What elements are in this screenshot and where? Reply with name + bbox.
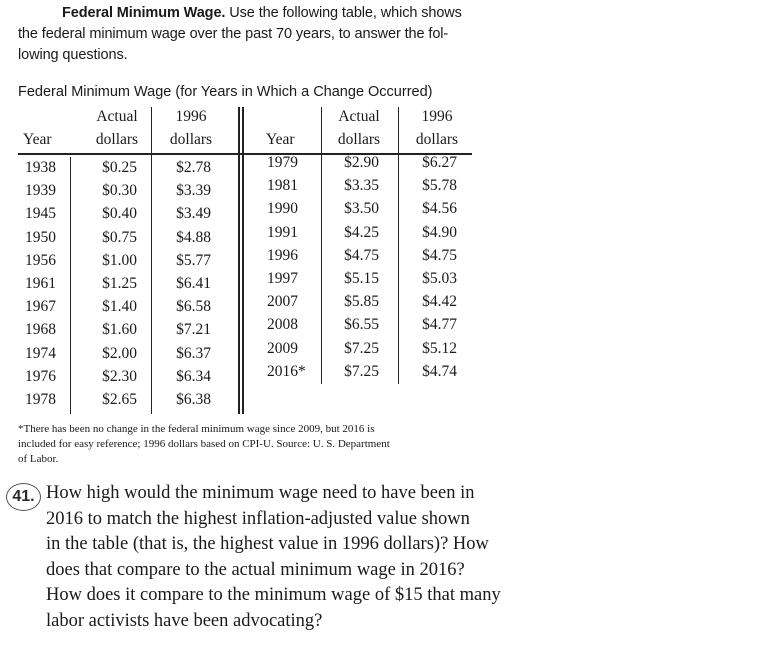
header-actual-bottom-left: dollars [95, 131, 139, 148]
header-actual-top-left: Actual [96, 108, 138, 125]
row-year: 1968 [25, 321, 56, 338]
row-year: 1978 [25, 391, 56, 408]
footnote-line-2: included for easy reference; 1996 dollars based on CPI-U. Source: U. S. Department [18, 438, 390, 450]
row-actual: $4.25 [344, 224, 379, 241]
row-year: 2016* [267, 363, 306, 380]
row-adj: $7.21 [176, 321, 211, 338]
row-year: 1938 [25, 159, 56, 176]
question-line-5: How does it compare to the minimum wage of $15 that many [46, 585, 501, 605]
row-year: 1979 [267, 154, 298, 171]
row-adj: $5.78 [422, 177, 457, 194]
row-actual: $1.00 [102, 252, 137, 269]
divider-left-year [70, 157, 71, 414]
intro-line-1-text: Use the following table, which shows [229, 5, 462, 21]
question-text [46, 481, 586, 634]
question-number: 41. [6, 483, 41, 511]
footnote [18, 422, 463, 467]
row-adj: $4.77 [422, 316, 457, 333]
row-actual: $7.25 [344, 340, 379, 357]
row-actual: $1.40 [102, 298, 137, 315]
row-year: 2007 [267, 293, 298, 310]
question-line-4: does that compare to the actual minimum wage in 2016? [46, 559, 465, 580]
row-adj: $3.49 [176, 205, 211, 222]
row-adj: $4.90 [422, 224, 457, 241]
row-actual: $0.30 [102, 182, 137, 199]
row-year: 1981 [267, 177, 298, 194]
row-adj: $5.12 [422, 340, 457, 357]
row-year: 2009 [267, 340, 298, 357]
row-actual: $3.50 [344, 200, 379, 217]
row-adj: $4.42 [422, 293, 457, 310]
intro-line-2: the federal minimum wage over the past 70 years, to answer the fol- [18, 26, 449, 42]
row-year: 1967 [25, 298, 56, 315]
row-year: 1974 [25, 345, 56, 362]
row-actual: $1.60 [102, 321, 137, 338]
row-actual: $6.55 [344, 316, 379, 333]
row-adj: $6.37 [176, 345, 211, 362]
divider-double-b [242, 107, 244, 414]
row-actual: $5.15 [344, 270, 379, 287]
question-line-6: labor activists have been advocating? [46, 610, 323, 631]
row-actual: $2.30 [102, 368, 137, 385]
row-adj: $5.77 [176, 252, 211, 269]
row-adj: $6.27 [422, 154, 457, 171]
row-year: 1961 [25, 275, 56, 292]
row-adj: $3.39 [176, 182, 211, 199]
intro-line-1 [18, 3, 468, 24]
row-actual: $7.25 [344, 363, 379, 380]
header-adj-top-left: 1996 [175, 108, 207, 125]
row-actual: $2.00 [102, 345, 137, 362]
row-year: 1991 [267, 224, 298, 241]
row-adj: $6.38 [176, 391, 211, 408]
row-year: 1950 [25, 229, 56, 246]
table-title: Federal Minimum Wage (for Years in Which a Change Occurred) [18, 84, 433, 100]
row-adj: $6.34 [176, 368, 211, 385]
row-actual: $4.75 [344, 247, 379, 264]
question-line-1: How high would the minimum wage need to have been in [46, 483, 475, 503]
header-year-right: Year [266, 131, 295, 148]
row-year: 1996 [267, 247, 298, 264]
row-year: 1997 [267, 270, 298, 287]
intro-paragraph [18, 3, 468, 66]
divider-right-2 [398, 107, 399, 384]
intro-lead: Federal Minimum Wage. [62, 5, 226, 21]
row-year: 1976 [25, 368, 56, 385]
header-adj-bottom-left: dollars [169, 131, 213, 148]
header-year-left: Year [23, 131, 52, 148]
row-actual: $2.90 [344, 154, 379, 171]
question-line-2: 2016 to match the highest inflation-adjusted value shown [46, 508, 470, 529]
row-adj: $2.78 [176, 159, 211, 176]
header-actual-top-right: Actual [338, 108, 380, 125]
row-actual: $2.65 [102, 391, 137, 408]
row-adj: $4.88 [176, 229, 211, 246]
row-adj: $4.75 [422, 247, 457, 264]
row-year: 1956 [25, 252, 56, 269]
divider-double-a [238, 107, 240, 414]
row-actual: $0.75 [102, 229, 137, 246]
row-actual: $0.25 [102, 159, 137, 176]
question-line-3: in the table (that is, the highest value in 1996 dollars)? How [46, 534, 489, 554]
row-actual: $5.85 [344, 293, 379, 310]
row-year: 1939 [25, 182, 56, 199]
row-adj: $5.03 [422, 270, 457, 287]
row-actual: $0.40 [102, 205, 137, 222]
row-year: 2008 [267, 316, 298, 333]
footnote-line-3: of Labor. [18, 453, 59, 465]
header-adj-top-right: 1996 [421, 108, 453, 125]
row-year: 1990 [267, 200, 298, 217]
row-adj: $6.58 [176, 298, 211, 315]
row-year: 1945 [25, 205, 56, 222]
row-adj: $4.56 [422, 200, 457, 217]
row-actual: $3.35 [344, 177, 379, 194]
row-adj: $4.74 [422, 363, 457, 380]
intro-line-3: lowing questions. [18, 47, 128, 63]
row-actual: $1.25 [102, 275, 137, 292]
header-actual-bottom-right: dollars [337, 131, 381, 148]
row-adj: $6.41 [176, 275, 211, 292]
footnote-line-1: *There has been no change in the federal minimum wage since 2009, but 2016 is [18, 423, 375, 435]
header-adj-bottom-right: dollars [415, 131, 459, 148]
